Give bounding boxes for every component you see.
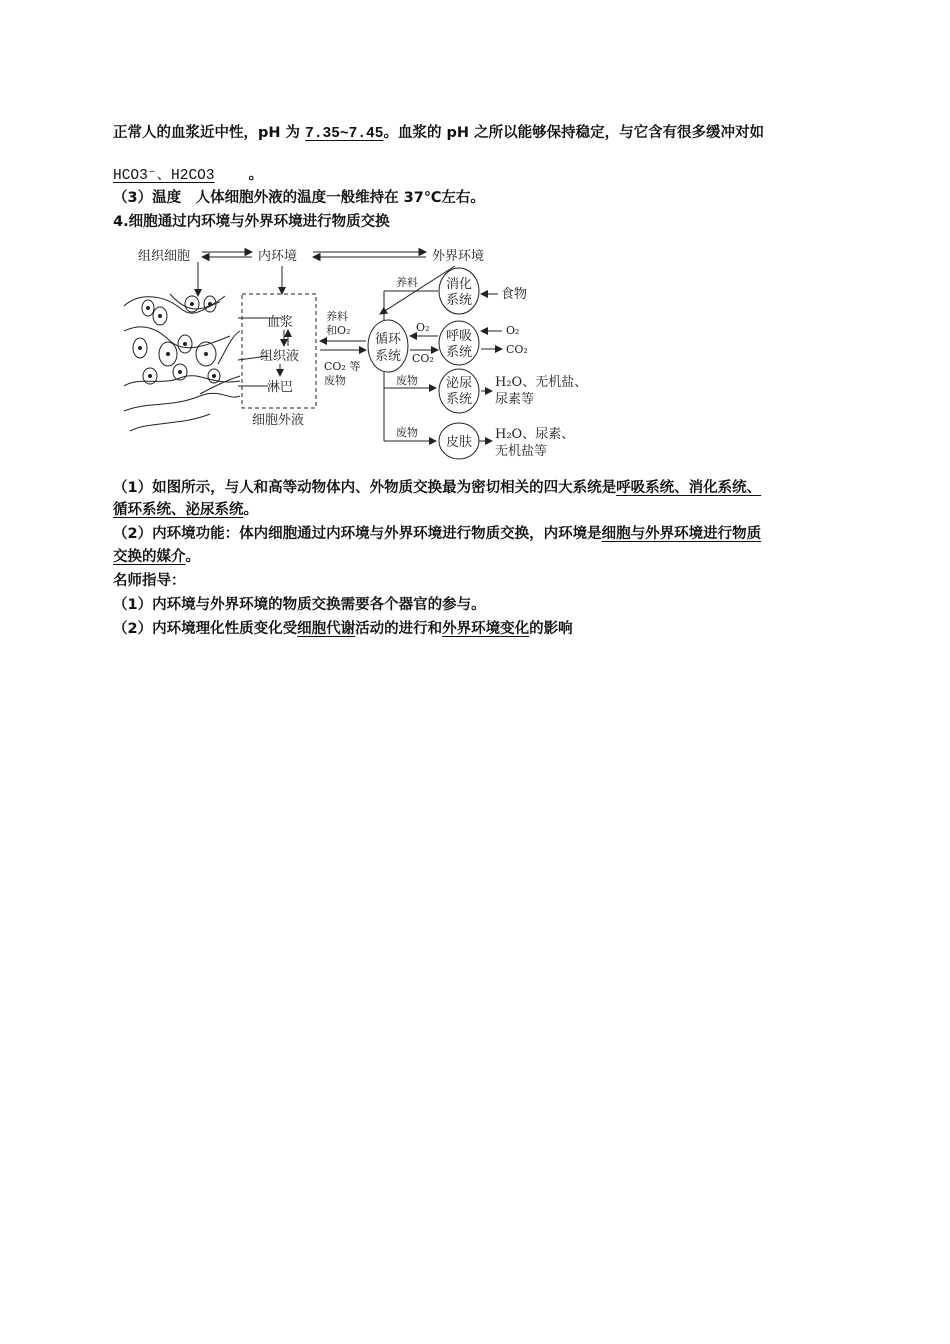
systems-blank-1: 呼吸系统、消化系统、 [616,480,762,496]
guidance-2-text-e: 的影响 [529,621,573,637]
skin-output-2: 无机盐等 [495,444,548,459]
waste-label-2: 废物 [396,426,418,439]
respiratory-label-1: 呼吸 [446,329,473,344]
plasma-label: 血浆 [267,315,294,330]
tissue-cell-label: 组织细胞 [138,249,191,264]
systems-period: 。 [243,502,258,518]
urinary-output-1: H₂O、无机盐、 [495,375,588,390]
guidance-2-blank-1: 细胞代谢 [297,621,356,637]
function-paragraph-line1 [113,524,761,544]
internal-env-label: 内环境 [258,249,298,264]
skin-output-1: H₂O、尿素、 [495,427,575,442]
nutrients-label: 养料 [396,276,418,289]
urinary-label-1: 泌尿 [446,376,473,391]
buffer-period: 。 [248,167,264,183]
ph-paragraph [113,123,764,144]
nutrients-o2-label-1: 养料 [326,310,348,323]
lymph-label: 淋巴 [267,380,294,395]
systems-text-a: （1）如图所示，与人和高等动物体内、外物质交换最为密切相关的四大系统是 [113,480,617,496]
tissue-fluid-label: 组织液 [260,349,300,364]
waste-label-1: 废物 [396,374,418,387]
section-heading-4: 4.细胞通过内环境与外界环境进行物质交换 [113,214,390,230]
urinary-label-2: 系统 [446,392,473,407]
function-blank-2: 交换的媒介 [113,549,186,565]
teacher-guidance-heading: 名师指导： [113,573,186,589]
guidance-2-blank-2: 外界环境变化 [442,621,530,637]
guidance-2-text-a: （2）内环境理化性质变化受 [113,621,298,637]
o2-in-label: O₂ [416,321,430,334]
systems-paragraph-line2 [113,500,258,520]
tissue-cells-illustration [124,294,240,431]
external-env-label: 外界环境 [432,249,485,264]
function-period: 。 [185,549,200,565]
systems-blank-2: 循环系统、泌尿系统 [113,502,244,518]
circulatory-label-2: 系统 [375,349,402,364]
extracellular-label: 细胞外液 [252,413,305,428]
guidance-item-2 [113,619,573,639]
guidance-item-1: （1）内环境与外界环境的物质交换需要各个器官的参与。 [113,597,486,613]
food-label: 食物 [501,287,528,302]
urinary-output-2: 尿素等 [495,392,535,407]
co2-external-label: CO₂ [506,343,528,356]
function-paragraph-line2 [113,547,200,567]
function-text-a: （2）内环境功能：体内细胞通过内环境与外界环境进行物质交换，内环境是 [113,526,602,542]
co2-out-label: CO₂ [412,352,434,365]
ph-range-blank: 7.35~7.45 [305,126,384,142]
o2-external-label: O₂ [506,324,520,337]
ph-text-a: 正常人的血浆近中性，pH 为 [113,125,306,141]
temperature-line: （3）温度 人体细胞外液的温度一般维持在 37℃左右。 [113,190,485,206]
ph-text-b: 。血浆的 pH 之所以能够保持稳定，与它含有很多缓冲对如 [383,125,765,141]
digestive-label-2: 系统 [446,293,473,308]
buffer-blank: HCO3⁻、H2CO3 [113,168,215,184]
systems-paragraph-line1 [113,478,761,498]
function-blank-1: 细胞与外界环境进行物质 [601,526,762,542]
co2-waste-label-1: CO₂ 等 [324,360,361,373]
nutrients-o2-label-2: 和O₂ [326,324,351,337]
circulatory-label-1: 循环 [375,332,402,347]
guidance-2-text-c: 活动的进行和 [355,621,443,637]
respiratory-label-2: 系统 [446,345,473,360]
co2-waste-label-2: 废物 [324,374,346,387]
buffer-line [113,165,263,186]
digestive-label-1: 消化 [446,277,473,292]
skin-label: 皮肤 [446,435,473,450]
material-exchange-diagram [110,236,600,468]
